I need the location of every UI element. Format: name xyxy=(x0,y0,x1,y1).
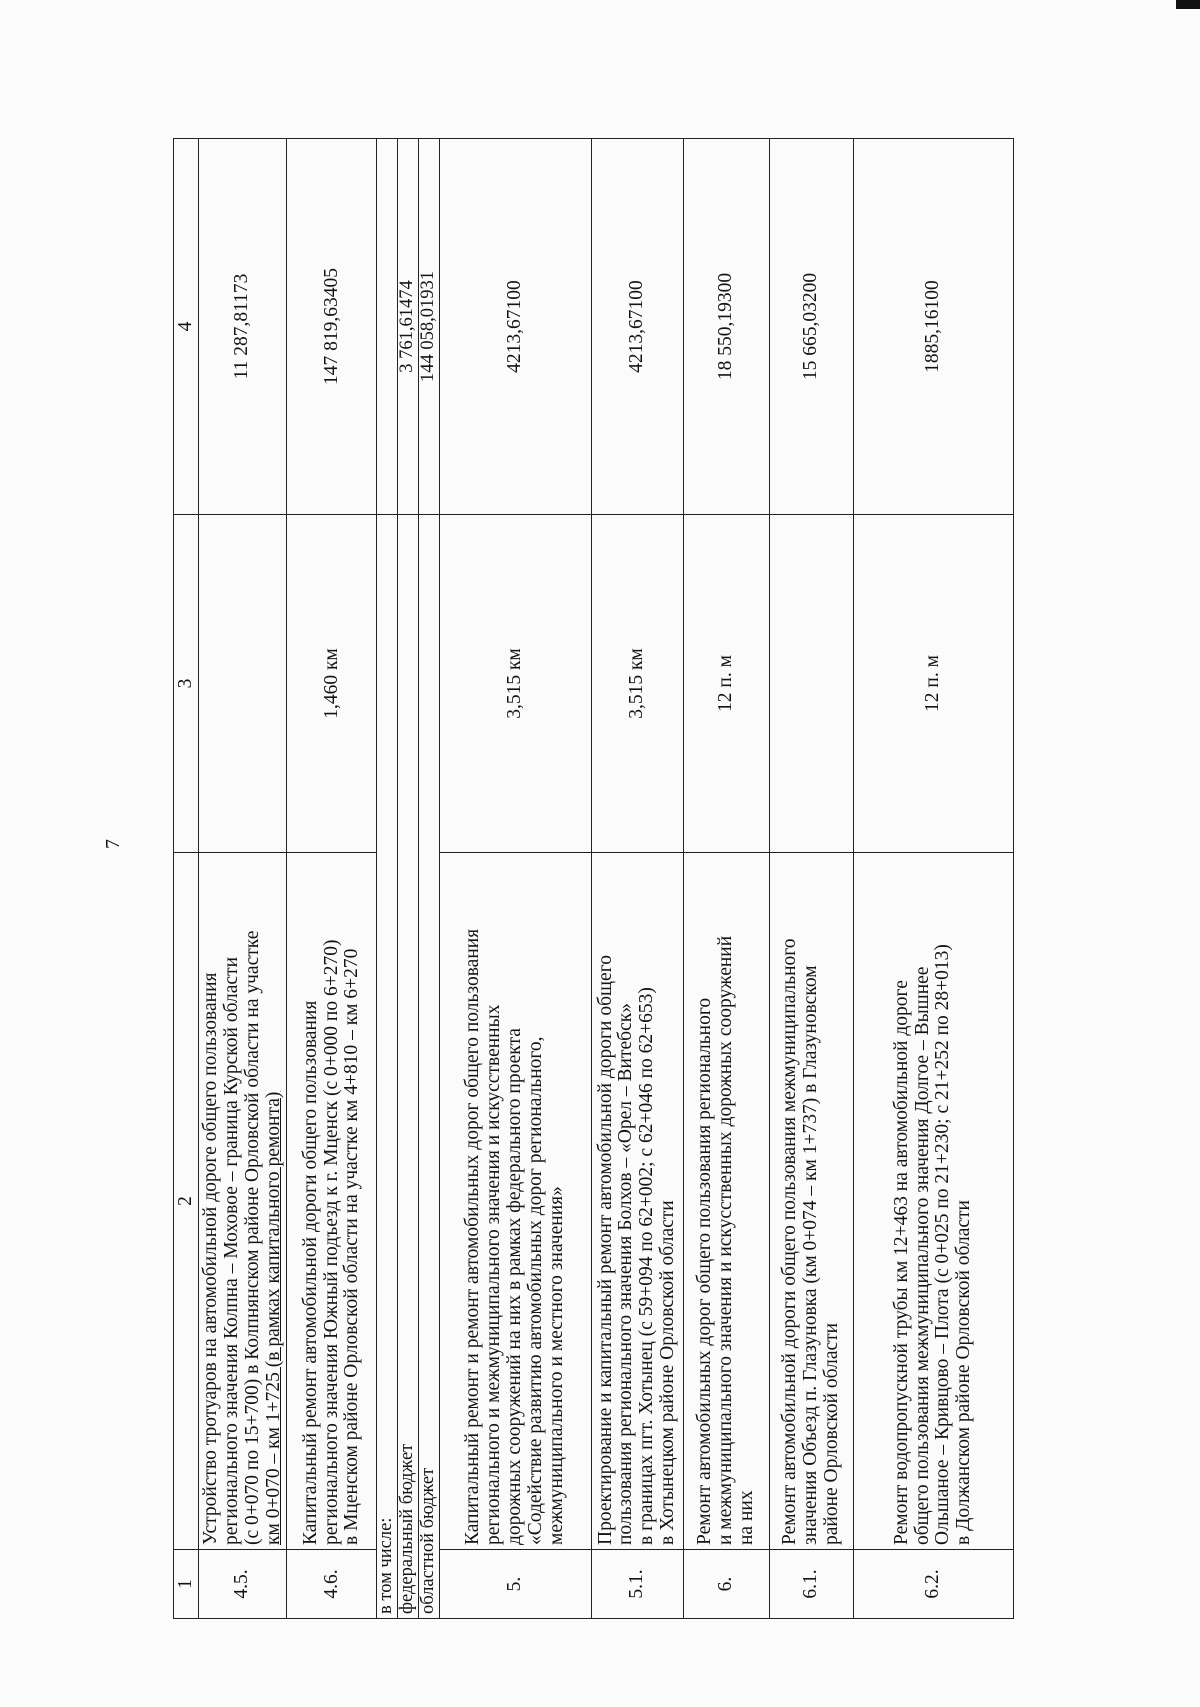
row-number: 4.5. xyxy=(199,1550,287,1619)
subtotal-value xyxy=(377,139,398,515)
description-line: пользования регионального значения Болхов – «Орел – Витебск» xyxy=(615,1003,637,1545)
row-number: 6. xyxy=(683,1550,769,1619)
description-line: Капитальный ремонт автомобильной дороги общего пользования xyxy=(299,1000,321,1545)
row-description xyxy=(439,853,591,1550)
description-line: в Мценском районе Орловской области на участке км 4+810 – км 6+270 xyxy=(341,948,363,1545)
subtotal-value: 3 761,61474 xyxy=(398,139,419,515)
description-line: и межмуниципального значения и искусственных дорожных сооружений xyxy=(714,935,736,1545)
description-line: км 0+070 – км 1+725 (в рамках капитального ремонта) xyxy=(262,1091,284,1545)
subtotal-label: в том числе: xyxy=(377,515,398,1619)
description-line: «Содействие развитию автомобильных дорог регионального, xyxy=(524,1036,546,1545)
description-line: Ольшаное – Кривцово – Плота (с 0+025 по 21+230; с 21+252 по 28+013) xyxy=(932,944,954,1545)
subtotal-row xyxy=(398,139,419,1619)
table-row xyxy=(591,139,683,1619)
description-line: регионального и межмуниципального значения и искусственных xyxy=(482,1004,504,1545)
row-description xyxy=(853,853,1013,1550)
row-amount: 11 287,81173 xyxy=(199,139,287,515)
row-quantity: 3,515 км xyxy=(591,515,683,853)
row-amount: 4213,67100 xyxy=(591,139,683,515)
subtotal-value: 144 058,01931 xyxy=(419,139,440,515)
row-description xyxy=(683,853,769,1550)
table-row xyxy=(287,139,377,1619)
row-number: 4.6. xyxy=(287,1550,377,1619)
header-cell-4: 4 xyxy=(174,139,199,515)
table-row xyxy=(853,139,1013,1619)
description-line: дорожных сооружений на них в рамках федерального проекта xyxy=(503,1028,525,1545)
row-quantity xyxy=(199,515,287,853)
header-cell-1: 1 xyxy=(174,1550,199,1619)
subtotal-label: областной бюджет xyxy=(419,515,440,1619)
row-description xyxy=(769,853,853,1550)
description-line: регионального значения Колпна – Моховое – граница Курской области xyxy=(220,956,242,1545)
header-cell-3: 3 xyxy=(174,515,199,853)
table-row xyxy=(199,139,287,1619)
description-line: Ремонт водопропускной трубы км 12+463 на автомобильной дороге xyxy=(890,980,912,1545)
description-line: Устройство тротуаров на автомобильной дороге общего пользования xyxy=(200,972,221,1545)
scan-corner-mark xyxy=(1176,0,1200,9)
row-number: 5.1. xyxy=(591,1550,683,1619)
description-line: в Хотынецком районе Орловской области xyxy=(657,1200,679,1545)
row-amount: 147 819,63405 xyxy=(287,139,377,515)
header-row xyxy=(174,139,199,1619)
description-line: межмуниципального и местного значения» xyxy=(545,1186,567,1545)
row-amount: 18 550,19300 xyxy=(683,139,769,515)
row-amount: 1885,16100 xyxy=(853,139,1013,515)
description-line: на них xyxy=(735,1490,757,1545)
row-description xyxy=(287,853,377,1550)
row-quantity: 12 п. м xyxy=(853,515,1013,853)
budget-table xyxy=(173,138,1014,1619)
table-body xyxy=(174,139,1014,1619)
description-line: Ремонт автомобильной дороги общего пользования межмуниципального xyxy=(778,938,800,1545)
description-line: Ремонт автомобильных дорог общего пользования регионального xyxy=(693,997,715,1545)
row-number: 6.2. xyxy=(853,1550,1013,1619)
description-line: в границах пгт. Хотынец (с 59+094 по 62+002; с 62+046 по 62+653) xyxy=(636,987,658,1545)
row-amount: 15 665,03200 xyxy=(769,139,853,515)
table-row xyxy=(683,139,769,1619)
row-quantity xyxy=(769,515,853,853)
row-number: 5. xyxy=(439,1550,591,1619)
description-line: регионального значения Южный подъезд к г. Мценск (с 0+000 по 6+270) xyxy=(320,939,342,1545)
subtotal-row xyxy=(377,139,398,1619)
table-row xyxy=(439,139,591,1619)
row-quantity: 3,515 км xyxy=(439,515,591,853)
description-line: значения Объезд п. Глазуновка (км 0+074 – км 1+737) в Глазуновском xyxy=(799,965,821,1545)
description-line: (с 0+070 по 15+700) в Колпнянском районе Орловской области на участке xyxy=(241,930,263,1545)
table-row xyxy=(769,139,853,1619)
description-line: Проектирование и капитальный ремонт автомобильной дороги общего xyxy=(594,955,616,1545)
page-number: 7 xyxy=(102,839,124,849)
description-line: районе Орловской области xyxy=(820,1322,842,1545)
description-line: Капитальный ремонт и ремонт автомобильных дорог общего пользования xyxy=(462,928,484,1545)
table-container xyxy=(173,139,1014,1619)
row-amount: 4213,67100 xyxy=(439,139,591,515)
row-description xyxy=(199,853,287,1550)
description-line: общего пользования межмуниципального значения Долгое – Вышнее xyxy=(911,966,933,1545)
row-quantity: 1,460 км xyxy=(287,515,377,853)
subtotal-label: федеральный бюджет xyxy=(398,515,419,1619)
subtotal-row xyxy=(419,139,440,1619)
row-description xyxy=(591,853,683,1550)
row-quantity: 12 п. м xyxy=(683,515,769,853)
header-cell-2: 2 xyxy=(174,853,199,1550)
description-line: в Должанском районе Орловской области xyxy=(953,1200,975,1545)
row-number: 6.1. xyxy=(769,1550,853,1619)
